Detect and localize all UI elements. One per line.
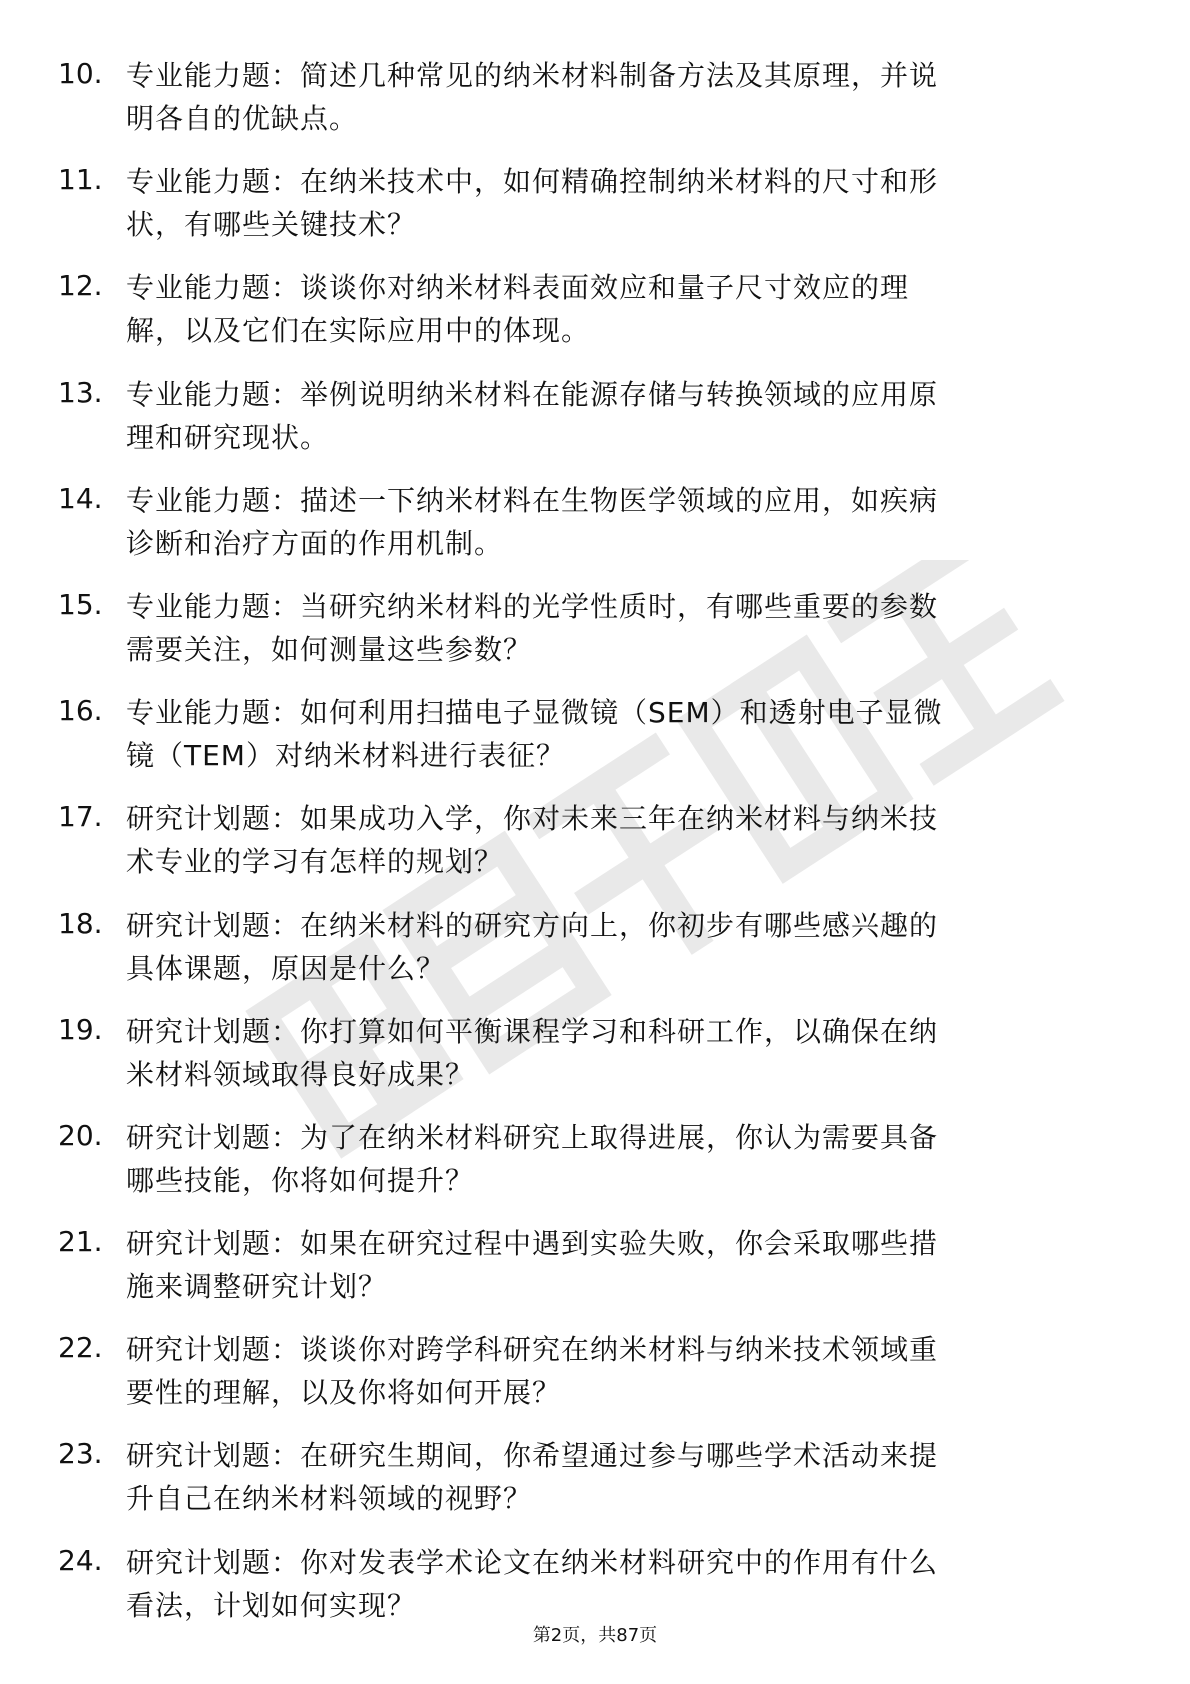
question-line-1: 专业能力题：在纳米技术中，如何精确控制纳米材料的尺寸和形: [126, 165, 939, 199]
question-number: 10.: [58, 57, 103, 90]
question-item: [0, 266, 1190, 372]
question-item: [0, 160, 1190, 266]
question-number: 19.: [58, 1012, 103, 1046]
question-line-2: 米材料领域取得良好成果？: [126, 1057, 475, 1091]
question-number: 18.: [58, 906, 103, 940]
question-text: [126, 373, 1126, 459]
question-line-2: 解，以及它们在实际应用中的体现。: [126, 314, 591, 348]
question-text: [126, 1222, 1126, 1308]
question-line-1: 研究计划题：在纳米材料的研究方向上，你初步有哪些感兴趣的: [126, 908, 939, 942]
question-text: [126, 691, 1126, 777]
question-line-2: 升自己在纳米材料领域的视野？: [126, 1482, 533, 1516]
question-line-1: 研究计划题：为了在纳米材料研究上取得进展，你认为需要具备: [126, 1120, 939, 1154]
question-text: [126, 797, 1126, 883]
question-number: 16.: [58, 694, 103, 728]
question-text: [126, 1010, 1126, 1096]
question-text: [126, 1328, 1126, 1414]
question-line-2: 明各自的优缺点。: [126, 102, 359, 135]
question-line-2: 需要关注，如何测量这些参数？: [126, 632, 533, 666]
question-text: [126, 160, 1126, 246]
question-number: 21.: [58, 1225, 103, 1259]
question-line-1: 专业能力题：谈谈你对纳米材料表面效应和量子尺寸效应的理: [126, 271, 910, 305]
question-item: [0, 1010, 1190, 1116]
question-line-1: 专业能力题：描述一下纳米材料在生物医学领域的应用，如疾病: [126, 483, 939, 517]
question-text: [126, 54, 1126, 140]
question-line-1: 研究计划题：谈谈你对跨学科研究在纳米材料与纳米技术领域重: [126, 1333, 939, 1367]
question-text: [126, 479, 1126, 565]
question-number: 22.: [58, 1331, 103, 1365]
question-number: 23.: [58, 1437, 103, 1471]
question-number: 14.: [58, 481, 103, 515]
question-item: [0, 479, 1190, 585]
question-line-2: 镜（TEM）对纳米材料进行表征？: [126, 739, 565, 773]
question-text: [126, 904, 1126, 990]
question-item: [0, 1116, 1190, 1222]
question-line-2: 施来调整研究计划？: [126, 1270, 388, 1304]
question-number: 17.: [58, 800, 103, 834]
question-number: 24.: [58, 1543, 103, 1577]
question-line-2: 要性的理解，以及你将如何开展？: [126, 1376, 562, 1410]
question-item: [0, 691, 1190, 797]
question-line-2: 状，有哪些关键技术？: [126, 208, 417, 242]
question-list: [0, 54, 1190, 1647]
question-line-1: 研究计划题：在研究生期间，你希望通过参与哪些学术活动来提: [126, 1439, 939, 1473]
question-item: [0, 797, 1190, 903]
question-line-1: 专业能力题：如何利用扫描电子显微镜（SEM）和透射电子显微: [126, 696, 943, 730]
question-number: 11.: [58, 163, 103, 197]
question-number: 13.: [58, 375, 103, 409]
question-line-1: 研究计划题：如果在研究过程中遇到实验失败，你会采取哪些措: [126, 1227, 939, 1261]
question-line-1: 研究计划题：如果成功入学，你对未来三年在纳米材料与纳米技: [126, 802, 939, 836]
question-line-2: 诊断和治疗方面的作用机制。: [126, 526, 504, 560]
question-line-2: 理和研究现状。: [126, 420, 330, 454]
question-line-1: 研究计划题：你打算如何平衡课程学习和科研工作，以确保在纳: [126, 1014, 939, 1048]
question-line-2: 术专业的学习有怎样的规划？: [126, 845, 504, 879]
question-text: [126, 585, 1126, 671]
question-item: [0, 585, 1190, 691]
question-item: [0, 373, 1190, 479]
question-item: [0, 54, 1190, 160]
question-item: [0, 1434, 1190, 1540]
question-number: 15.: [58, 587, 103, 621]
question-text: [126, 1116, 1126, 1202]
question-item: [0, 1222, 1190, 1328]
question-line-2: 具体课题，原因是什么？: [126, 951, 446, 985]
question-text: [126, 1434, 1126, 1520]
question-line-2: 哪些技能，你将如何提升？: [126, 1163, 475, 1197]
question-line-1: 专业能力题：简述几种常见的纳米材料制备方法及其原理，并说: [126, 59, 939, 92]
question-line-2: 看法，计划如何实现？: [126, 1588, 417, 1622]
question-number: 20.: [58, 1118, 103, 1152]
question-line-1: 专业能力题：举例说明纳米材料在能源存储与转换领域的应用原: [126, 377, 939, 411]
question-item: [0, 904, 1190, 1010]
question-text: [126, 1541, 1126, 1627]
page-footer: 第2页，共87页: [532, 1625, 658, 1646]
question-item: [0, 1328, 1190, 1434]
question-number: 12.: [58, 269, 103, 303]
question-line-1: 专业能力题：当研究纳米材料的光学性质时，有哪些重要的参数: [126, 589, 939, 623]
question-line-1: 研究计划题：你对发表学术论文在纳米材料研究中的作用有什么: [126, 1545, 939, 1579]
question-text: [126, 266, 1126, 352]
